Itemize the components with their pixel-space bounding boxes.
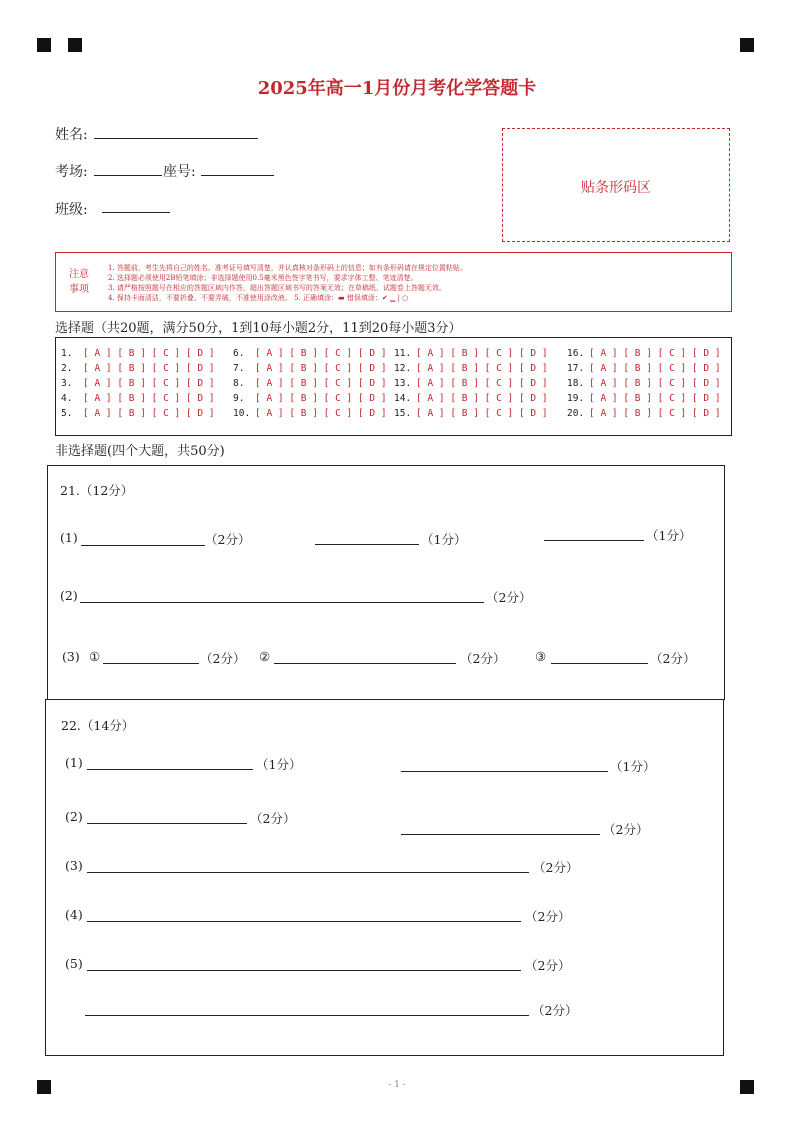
q21-p1-points-b: （1分） — [421, 532, 467, 547]
mc-question-row — [233, 378, 387, 389]
q22-p3-blank[interactable] — [87, 872, 529, 873]
notice-line: 4. 保持卡面清洁，不要折叠、不要弄破，不准使用涂改液。 5. 正确填涂：▬ 错误填涂：✔ ▁ | ○ — [108, 294, 409, 302]
mc-question-number: 17. — [567, 363, 585, 374]
exam-room-field[interactable] — [94, 175, 162, 176]
registration-mark — [68, 38, 82, 52]
mc-question-row — [394, 393, 548, 404]
q22-p5-points-b: （2分） — [532, 1003, 578, 1018]
notice-label-line: 注意 — [69, 269, 89, 280]
mc-question-number: 9. — [233, 393, 245, 404]
mc-question-number: 6. — [233, 348, 245, 359]
q21-p3-blank-3[interactable] — [551, 663, 648, 664]
q22-p2-label: (2) — [65, 809, 83, 824]
mc-answer-options[interactable]: [ A ] [ B ] [ C ] [ D ] — [589, 393, 721, 404]
mc-question-number: 19. — [567, 393, 585, 404]
mc-question-number: 4. — [61, 393, 73, 404]
notice-line: 2. 选择题必须使用2B铅笔填涂；非选择题使用0.5毫米黑色签字笔书写，要求字体工整、笔迹清楚。 — [108, 274, 418, 282]
q21-p1-points-c: （1分） — [646, 528, 692, 543]
mc-answer-options[interactable]: [ A ] [ B ] [ C ] [ D ] — [83, 363, 215, 374]
mc-question-row — [394, 408, 548, 419]
q21-p1-label: (1) — [60, 530, 78, 545]
q21-p2-label: (2) — [60, 588, 78, 603]
page-number: - 1 - — [388, 1080, 406, 1090]
mc-question-row — [61, 378, 215, 389]
mc-question-row — [61, 393, 215, 404]
mc-question-row — [567, 378, 721, 389]
seat-field[interactable] — [201, 175, 274, 176]
q22-p5-blank-b[interactable] — [85, 1015, 529, 1016]
q22-p2-points-a: （2分） — [250, 811, 296, 826]
registration-mark — [740, 38, 754, 52]
q21-answer-box — [47, 465, 725, 700]
mc-answer-options[interactable]: [ A ] [ B ] [ C ] [ D ] — [416, 393, 548, 404]
mc-answer-options[interactable]: [ A ] [ B ] [ C ] [ D ] — [589, 363, 721, 374]
mc-answer-options[interactable]: [ A ] [ B ] [ C ] [ D ] — [416, 408, 548, 419]
mc-question-row — [394, 378, 548, 389]
mc-question-number: 7. — [233, 363, 245, 374]
notice-line: 3. 请严格按照题号在相应的答题区域内作答，超出答题区域书写的答案无效；在草稿纸、试题卷上答题无效。 — [108, 284, 446, 292]
q21-p3-circle-3: ③ — [535, 649, 547, 664]
q21-p3-points-1: （2分） — [200, 651, 246, 666]
q22-p2-points-b: （2分） — [603, 822, 649, 837]
mc-question-row — [567, 348, 721, 359]
mc-answer-options[interactable]: [ A ] [ B ] [ C ] [ D ] — [255, 378, 387, 389]
class-field[interactable] — [102, 212, 170, 213]
mc-section-title: 选择题（共20题，满分50分，1到10每小题2分，11到20每小题3分） — [55, 321, 462, 336]
q22-p4-points: （2分） — [525, 909, 571, 924]
q22-p1-points-b: （1分） — [610, 759, 656, 774]
mc-question-row — [233, 348, 387, 359]
mc-answer-options[interactable]: [ A ] [ B ] [ C ] [ D ] — [255, 348, 387, 359]
mc-question-number: 18. — [567, 378, 585, 389]
q22-p1-points-a: （1分） — [256, 757, 302, 772]
q22-p1-blank-a[interactable] — [87, 769, 253, 770]
q22-p4-label: (4) — [65, 907, 83, 922]
mc-question-row — [567, 363, 721, 374]
mc-question-number: 15. — [394, 408, 412, 419]
q22-p1-blank-b[interactable] — [401, 771, 608, 772]
mc-question-row — [567, 408, 721, 419]
mc-question-number: 1. — [61, 348, 73, 359]
barcode-area — [502, 128, 730, 242]
notice-label-line: 事项 — [69, 284, 89, 295]
mc-answer-options[interactable]: [ A ] [ B ] [ C ] [ D ] — [83, 378, 215, 389]
q21-p3-points-2: （2分） — [460, 651, 506, 666]
q22-p4-blank[interactable] — [87, 921, 521, 922]
name-label: 姓名: — [55, 127, 88, 143]
q21-p3-blank-1[interactable] — [103, 663, 199, 664]
class-label: 班级: — [55, 202, 88, 218]
q21-p1-blank-c[interactable] — [544, 540, 644, 541]
mc-answer-box — [55, 337, 732, 436]
notice-box — [55, 252, 732, 312]
mc-answer-options[interactable]: [ A ] [ B ] [ C ] [ D ] — [255, 363, 387, 374]
q22-p5-label: (5) — [65, 956, 83, 971]
mc-question-row — [394, 363, 548, 374]
barcode-area-label: 贴条形码区 — [581, 180, 651, 196]
mc-question-number: 20. — [567, 408, 585, 419]
mc-question-row — [567, 393, 721, 404]
q22-p3-points: （2分） — [533, 860, 579, 875]
q21-p2-blank[interactable] — [80, 602, 484, 603]
mc-answer-options[interactable]: [ A ] [ B ] [ C ] [ D ] — [416, 378, 548, 389]
mc-question-number: 16. — [567, 348, 585, 359]
mc-answer-options[interactable]: [ A ] [ B ] [ C ] [ D ] — [83, 348, 215, 359]
mc-answer-options[interactable]: [ A ] [ B ] [ C ] [ D ] — [416, 363, 548, 374]
mc-answer-options[interactable]: [ A ] [ B ] [ C ] [ D ] — [255, 408, 387, 419]
notice-label — [64, 267, 94, 297]
seat-label: 座号: — [163, 164, 196, 180]
mc-question-row — [233, 393, 387, 404]
registration-mark — [37, 38, 51, 52]
q22-p1-label: (1) — [65, 755, 83, 770]
mc-question-number: 2. — [61, 363, 73, 374]
mc-question-number: 3. — [61, 378, 73, 389]
q21-p3-blank-2[interactable] — [274, 663, 456, 664]
mc-question-number: 12. — [394, 363, 412, 374]
mc-answer-options[interactable]: [ A ] [ B ] [ C ] [ D ] — [589, 408, 721, 419]
q21-p3-points-3: （2分） — [650, 651, 696, 666]
q22-p5-points-a: （2分） — [525, 958, 571, 973]
q21-p3-circle-2: ② — [259, 649, 271, 664]
mc-question-row — [61, 348, 215, 359]
mc-question-row — [61, 363, 215, 374]
mc-answer-options[interactable]: [ A ] [ B ] [ C ] [ D ] — [589, 378, 721, 389]
q22-p3-label: (3) — [65, 858, 83, 873]
mc-question-row — [233, 363, 387, 374]
name-field[interactable] — [94, 138, 258, 139]
exam-room-label: 考场: — [55, 164, 88, 180]
mc-question-number: 14. — [394, 393, 412, 404]
q21-p1-points-a: （2分） — [205, 532, 251, 547]
q22-p5-blank-a[interactable] — [87, 970, 521, 971]
non-mc-title: 非选择题(四个大题，共50分) — [55, 444, 225, 459]
mc-question-row — [394, 348, 548, 359]
mc-question-number: 10. — [233, 408, 251, 419]
q21-p3-label: (3) — [62, 649, 80, 664]
mc-answer-options[interactable]: [ A ] [ B ] [ C ] [ D ] — [589, 348, 721, 359]
q21-p3-circle-1: ① — [89, 649, 101, 664]
mc-question-number: 13. — [394, 378, 412, 389]
mc-question-row — [61, 408, 215, 419]
q21-title: 21.（12分） — [60, 483, 134, 498]
q22-p2-blank-b[interactable] — [401, 834, 600, 835]
q21-p1-blank-b[interactable] — [315, 544, 419, 545]
q22-title: 22.（14分） — [61, 718, 135, 733]
notice-line: 1. 答题前，考生先将自己的姓名、准考证号填写清楚，并认真核对条形码上的信息；如有条形码请在规定位置粘贴。 — [108, 264, 467, 272]
q22-p2-blank-a[interactable] — [87, 823, 247, 824]
mc-question-number: 8. — [233, 378, 245, 389]
q22-answer-box — [45, 699, 724, 1056]
sheet-title: 2025年高一1月份月考化学答题卡 — [257, 78, 537, 99]
q21-p1-blank-a[interactable] — [81, 545, 205, 546]
mc-answer-options[interactable]: [ A ] [ B ] [ C ] [ D ] — [83, 393, 215, 404]
mc-question-number: 11. — [394, 348, 412, 359]
mc-answer-options[interactable]: [ A ] [ B ] [ C ] [ D ] — [255, 393, 387, 404]
mc-answer-options[interactable]: [ A ] [ B ] [ C ] [ D ] — [416, 348, 548, 359]
q21-p2-points: （2分） — [486, 590, 532, 605]
mc-question-row — [233, 408, 387, 419]
mc-answer-options[interactable]: [ A ] [ B ] [ C ] [ D ] — [83, 408, 215, 419]
mc-question-number: 5. — [61, 408, 73, 419]
